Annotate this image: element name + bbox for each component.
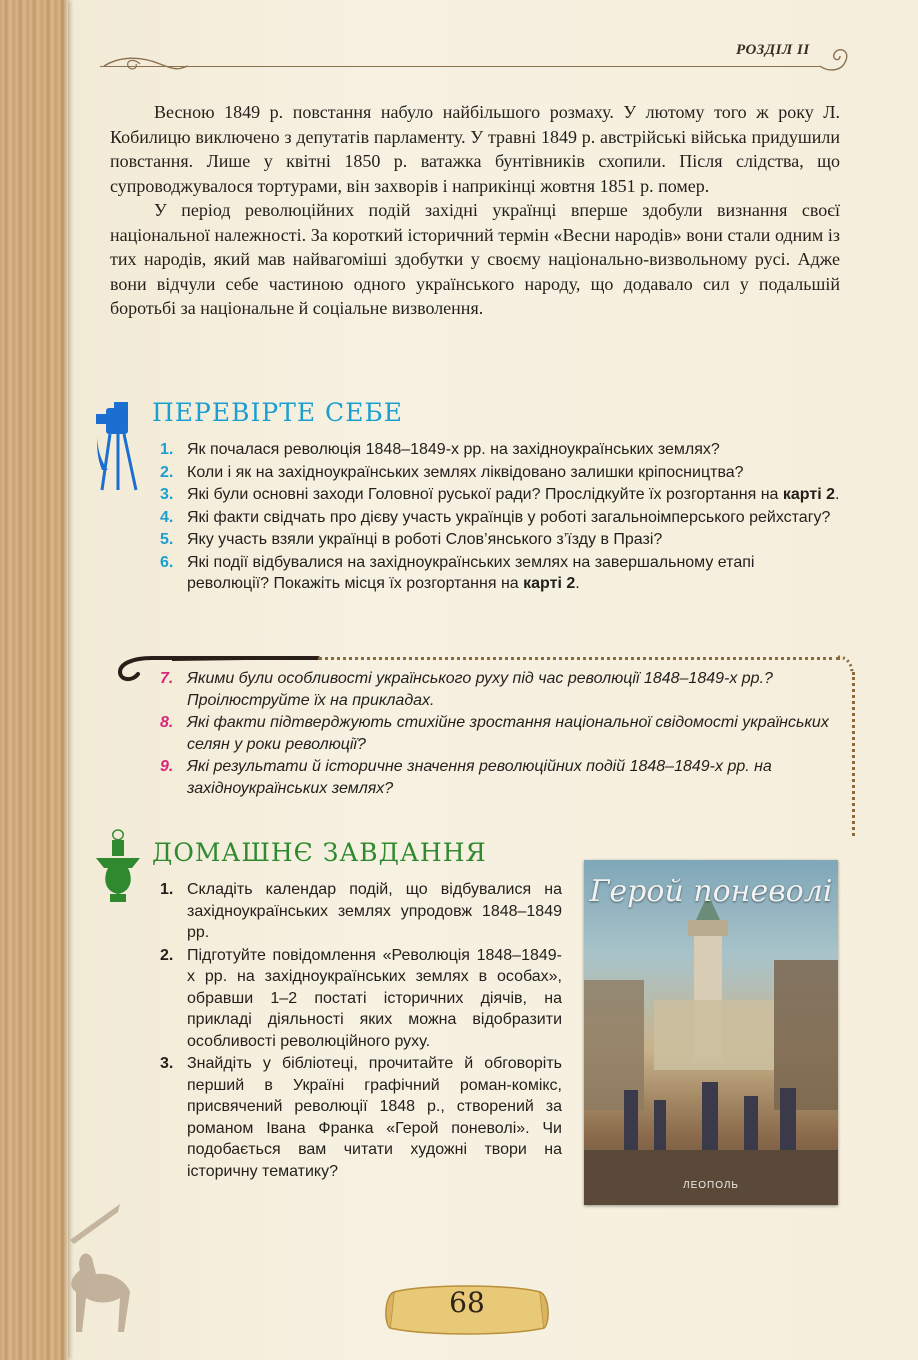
map-reference: карті 2 — [782, 486, 835, 503]
list-item: 1. Складіть календар подій, що відбувалися на західноукраїнських землях упродовж 1848–1849 рр. — [160, 881, 562, 941]
knight-on-horse-icon — [40, 1200, 140, 1360]
advanced-questions-list — [160, 668, 840, 800]
homework-tasks-list — [160, 879, 562, 1183]
intro-text — [110, 100, 840, 321]
check-questions-list — [160, 439, 840, 596]
graphic-novel-cover-image — [584, 860, 838, 1205]
town-hall-illustration-icon — [584, 860, 838, 1205]
intro-paragraph: Весною 1849 р. повстання набуло найбільшого розмаху. У лютому того ж року Л. Кобилицю виключено з депутатів парламенту. У травні 1849 р. австрійські війська придушили повстання. Лише у квітні 1850 р. ватажка бунтівників схопили. Після слідства, що супроводжувалося тортурами, він захворів і наприкінці жовтня 1851 р. помер. — [110, 102, 840, 196]
cover-publisher: ЛЕОПОЛЬ — [683, 1180, 739, 1191]
header-rule — [100, 66, 820, 67]
list-item: 1. Як почалася революція 1848–1849-х рр. на західноукраїнських землях? — [160, 441, 720, 458]
camera-tripod-icon — [92, 400, 144, 492]
wooden-left-strip — [0, 0, 68, 1360]
header-ornament-left-icon — [100, 52, 190, 76]
homework-heading: ДОМАШНЄ ЗАВДАННЯ — [152, 838, 487, 867]
oil-lamp-icon — [92, 828, 144, 910]
intro-paragraph: У період революційних подій західні українці вперше здобули визнання своєї національної належності. За короткий історичний термін «Весни народів» вони стали одним із тих народів, який мав найвагоміші здобутки у своєму національно-визвольному русі. Адже вони відчули себе частиною одного українського народу, що додавало сил у подальшій боротьбі за національне й соціальне визволення. — [110, 200, 840, 318]
list-item: 3. Які були основні заходи Головної руської ради? Прослідкуйте їх розгортання на карті 2. — [160, 486, 840, 503]
cover-title: Герой поневолі — [589, 874, 833, 909]
list-item: 5. Яку участь взяли українці в роботі Слов’янського з’їзду в Празі? — [160, 531, 663, 548]
map-reference: карті 2 — [523, 575, 576, 592]
list-item: 8. Які факти підтверджують стихійне зростання національної свідомості українських селян у роки революції? — [160, 714, 829, 753]
list-item: 4. Які факти свідчать про дієву участь українців у роботі загальноімперського рейхстагу? — [160, 508, 831, 526]
check-yourself-heading: ПЕРЕВІРТЕ СЕБЕ — [152, 398, 404, 427]
dotted-frame-top — [318, 657, 840, 660]
list-item: 9. Які результати й історичне значення революційних подій 1848–1849-х рр. на західноукраїнських землях? — [160, 758, 772, 797]
list-item: 3. Знайдіть у бібліотеці, прочитайте й обговоріть перший в Україні графічний роман-комікс, присвячений революції 1848 р., створений за романом Івана Франка «Герой поневолі». Чи подобається вам читати художні твори на історичну тематику? — [160, 1055, 562, 1180]
section-label: РОЗДІЛ ІІ — [736, 42, 810, 58]
list-item: 2. Коли і як на західноукраїнських землях ліквідовано залишки кріпосництва? — [160, 463, 744, 481]
header-ornament-right-icon — [818, 42, 852, 76]
page-number: 68 — [449, 1286, 485, 1319]
list-item: 7. Якими були особливості українського руху під час революції 1848–1849-х рр.? Проілюструйте їх на прикладах. — [160, 670, 773, 709]
list-item: 6. Які події відбувалися на західноукраїнських землях на завершальному етапі революції? Покажіть місця їх розгортання на карті 2. — [160, 553, 755, 592]
dotted-frame-right — [852, 672, 855, 836]
list-item: 2. Підготуйте повідомлення «Революція 1848–1849-х рр. на західноукраїнських землях в особах», обравши 1–2 постаті історичних діячів, на прикладі діяльності яких можна відобразити особливості революційного руху. — [160, 946, 562, 1050]
